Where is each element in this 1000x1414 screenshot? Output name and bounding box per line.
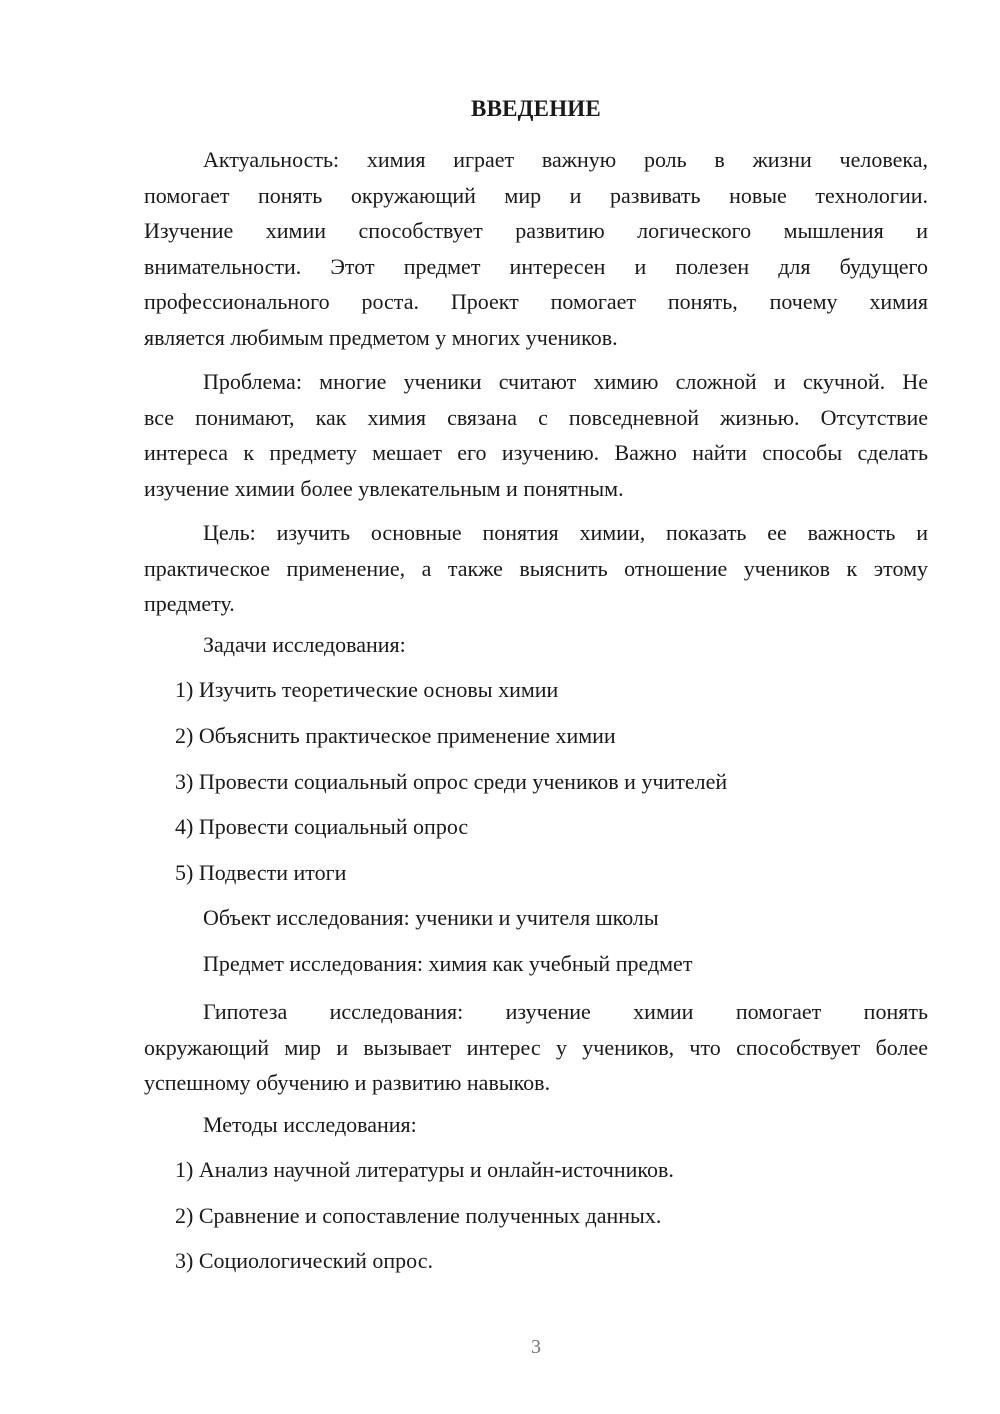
paragraph-line: Актуальность: химия играет важную роль в жизни человека, <box>203 147 928 172</box>
task-item: 3) Провести социальный опрос среди учеников и учителей <box>175 769 728 794</box>
hypothesis-paragraph <box>144 994 928 1101</box>
task-item: 2) Объяснить практическое применение химии <box>175 723 616 748</box>
goal-paragraph <box>144 515 928 622</box>
page-title: ВВЕДЕНИЕ <box>471 96 601 121</box>
paragraph-line: Проблема: многие ученики считают химию сложной и скучной. Не <box>203 369 928 394</box>
paragraph-line: Гипотеза исследования: изучение химии помогает понять <box>203 999 928 1024</box>
paragraph-line: успешному обучению и развитию навыков. <box>144 1070 551 1095</box>
page-number: 3 <box>531 1336 541 1358</box>
paragraph-line: внимательности. Этот предмет интересен и полезен для будущего <box>144 253 928 279</box>
task-item: 1) Изучить теоретические основы химии <box>175 677 559 702</box>
paragraph-line: все понимают, как химия связана с повседневной жизнью. Отсутствие <box>144 404 928 430</box>
paragraph-line: окружающий мир и вызывает интерес у учеников, что способствует более <box>144 1034 928 1060</box>
method-item: 1) Анализ научной литературы и онлайн-источников. <box>175 1157 674 1182</box>
research-subject: Предмет исследования: химия как учебный предмет <box>203 951 693 976</box>
paragraph-line: интереса к предмету мешает его изучению. Важно найти способы сделать <box>144 440 928 465</box>
paragraph-line: является любимым предметом у многих учеников. <box>144 324 618 350</box>
paragraph-line: изучение химии более увлекательным и понятным. <box>144 475 624 501</box>
method-item: 3) Социологический опрос. <box>175 1248 433 1273</box>
paragraph-line: помогает понять окружающий мир и развивать новые технологии. <box>144 182 928 208</box>
paragraph-line: профессионального роста. Проект помогает понять, почему химия <box>144 289 928 314</box>
tasks-title: Задачи исследования: <box>203 632 406 657</box>
paragraph-line: предмету. <box>144 591 235 616</box>
task-item: 5) Подвести итоги <box>175 860 347 885</box>
relevance-paragraph <box>144 142 928 355</box>
method-item: 2) Сравнение и сопоставление полученных данных. <box>175 1203 662 1228</box>
task-item: 4) Провести социальный опрос <box>175 814 469 839</box>
paragraph-line: практическое применение, а также выяснить отношение учеников к этому <box>144 555 928 581</box>
problem-paragraph <box>144 364 928 506</box>
methods-title: Методы исследования: <box>203 1112 417 1137</box>
research-object: Объект исследования: ученики и учителя школы <box>203 905 659 930</box>
paragraph-line: Изучение химии способствует развитию логического мышления и <box>144 218 928 243</box>
paragraph-line: Цель: изучить основные понятия химии, показать ее важность и <box>203 520 928 545</box>
